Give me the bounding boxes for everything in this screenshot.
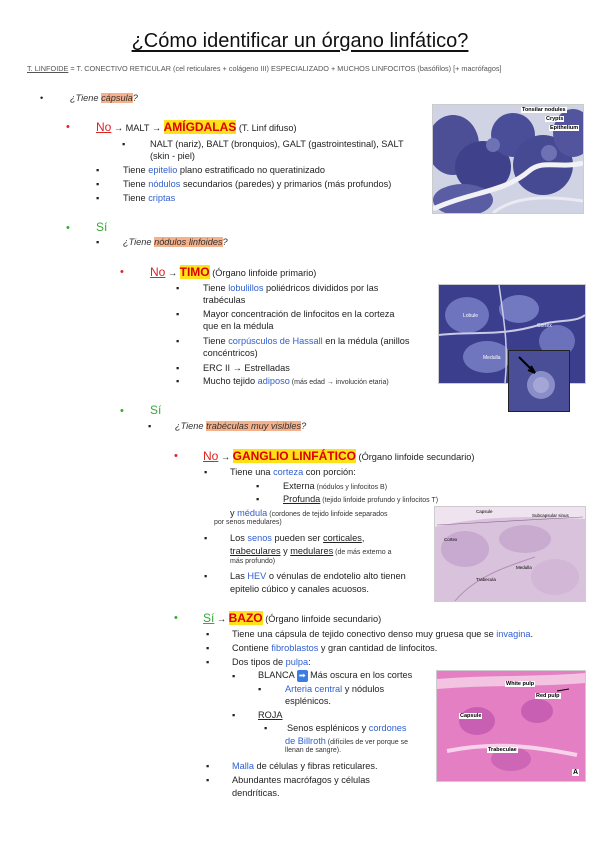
ln-label-medulla: Medulla [516,565,532,570]
bazo-macrofagos: Abundantes macrófagos y células [232,775,370,785]
timo-concentracion: Mayor concentración de linfocitos en la corteza [203,309,395,319]
thymus-label-lobule: Lobule [463,313,479,319]
ganglio-senos-3: más profundo) [230,558,276,565]
spleen-panel-letter: A [573,769,579,776]
ln-label-trabecula: Trabecula [476,577,496,582]
question-trabeculas: ¿Tiene trabéculas muy visibles? [175,421,307,431]
definition-term: T. LINFOIDE [27,64,69,73]
red-bullet-ganglio: • [174,450,178,462]
ln-label-sinus: Subcapsular sinus [532,513,569,518]
spleen-label-red-pulp: Red pulp [536,693,560,699]
red-bullet-amigdalas: • [66,121,70,133]
green-bullet-bazo: • [174,612,178,624]
green-bullet-si-1: • [66,222,70,234]
lymph-node-micrograph-art [435,507,585,601]
ln-label-capsule: Capsule [476,509,493,514]
ganglio-medula: y médula (cordones de tejido linfoide separados [230,508,388,518]
ganglio-heading: No → GANGLIO LINFÁTICO (Órgano linfoide secundario) [203,449,475,463]
spleen-label-white-pulp: White pulp [506,681,535,687]
ganglio-hev-2: epitelio cúbico y canales acuosos. [230,584,369,594]
ln-label-cortex: Cortex [444,537,458,542]
bazo-roja-billroth-2: llenan de sangre). [285,747,342,754]
bazo-fibroblastos: Contiene fibroblastos y gran cantidad de linfocitos. [232,643,438,653]
bazo-heading: Sí → BAZO (Órgano linfoide secundario) [203,611,382,625]
timo-lobulillos-2: trabéculas [203,295,246,305]
spleen-label-capsule: Capsule [460,713,482,719]
question-capsula: ¿Tiene cápsula? [70,93,138,103]
page-title: ¿Cómo identificar un órgano linfático? [131,30,469,52]
hassall-inset-art [509,351,569,411]
definition-text: = T. CONECTIVO RETICULAR (cel reticulares + colágeno III) ESPECIALIZADO + MUCHOS LINFOCITOS (basófilos) [+ macrófagos] [68,64,502,73]
ganglio-medula-2: por senos medulares) [214,519,282,526]
tonsil-label-crypts: Crypts [546,116,564,122]
red-bullet-timo: • [120,266,124,278]
definition-line [27,64,502,73]
bazo-roja-senos: Senos esplénicos y cordones [287,723,407,733]
bazo-pulpa: Dos tipos de pulpa: [232,657,311,667]
ganglio-senos: Los senos pueden ser corticales, [230,533,365,543]
spleen-micrograph-art [437,671,585,781]
hassall-inset [508,350,570,412]
tonsil-label-epithelium: Epithelium [550,125,579,131]
amigdalas-nodulos: Tiene nódulos secundarios (paredes) y primarios (más profundos) [123,179,392,189]
ganglio-externa: Externa (nódulos y linfocitos B) [283,481,388,491]
green-bullet-si-2: • [120,405,124,417]
bullet-1: • [40,93,44,103]
bazo-blanca-arteria: Arteria central y nódulos [285,684,385,694]
bazo-blanca: BLANCA ➡ Más oscura en los cortes [258,670,413,680]
bazo-capsula: Tiene una cápsula de tejido conectivo denso muy gruesa que se invagina. [232,629,534,639]
timo-adiposo: Mucho tejido adiposo (más edad → involución etaria) [203,376,389,386]
bazo-roja-billroth: de Billroth (difíciles de ver porque se [285,736,408,746]
timo-lobulillos: Tiene lobulillos poliédricos divididos por las [203,283,379,293]
lymph-node-micrograph [434,506,586,602]
amigdalas-heading: No → MALT → AMÍGDALAS (T. Linf difuso) [96,120,297,134]
si-2-label: Sí [150,403,162,417]
thymus-label-medulla: Medulla [483,355,501,361]
ganglio-corteza: Tiene una corteza con porción: [230,467,356,477]
timo-heading: No → TIMO (Órgano linfoide primario) [150,265,317,279]
thymus-label-cortex: Cortex [537,323,552,329]
bazo-malla: Malla de células y fibras reticulares. [232,761,378,771]
question-nodulos: ¿Tiene nódulos linfoides? [123,237,228,247]
ganglio-profunda: Profunda (tejido linfoide profundo y linfocitos T) [283,494,439,504]
bazo-macrofagos-2: dendríticas. [232,788,280,798]
arrow-right-icon: ➡ [298,671,306,680]
timo-hassall-2: concéntricos) [203,348,258,358]
timo-erc: ERC II → Estrelladas [203,363,290,373]
tonsil-micrograph [432,104,584,214]
amigdalas-malt-list-2: (skin - piel) [150,151,195,161]
timo-hassall: Tiene corpúsculos de Hassall en la médula (anillos [203,336,410,346]
bazo-blanca-arteria-2: esplénicos. [285,696,331,706]
tonsil-label-nodules: Tonsilar nodules [522,107,566,113]
amigdalas-malt-list: NALT (nariz), BALT (bronquios), GALT (gastrointestinal), SALT [150,139,404,149]
amigdalas-criptas: Tiene criptas [123,193,176,203]
ganglio-senos-2: trabeculares y medulares (de más externo a [230,546,392,556]
spleen-micrograph [436,670,586,782]
ganglio-hev: Las HEV o vénulas de endotelio alto tienen [230,571,406,581]
si-1-label: Sí [96,220,108,234]
bazo-roja: ROJA [258,710,283,720]
amigdalas-epitelio: Tiene epitelio plano estratificado no queratinizado [123,165,325,175]
spleen-label-trabeculae: Trabeculae [488,747,517,753]
timo-concentracion-2: que en la médula [203,321,274,331]
